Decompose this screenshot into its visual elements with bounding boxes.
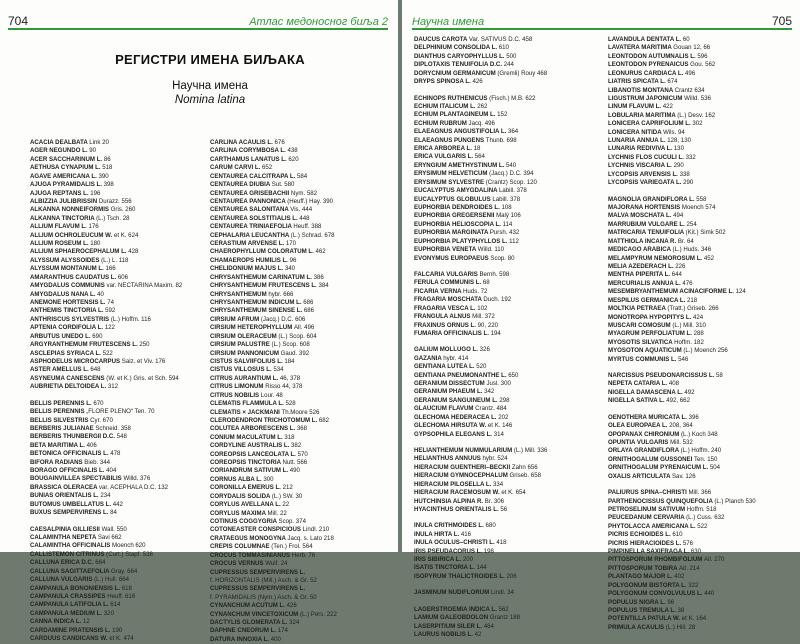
index-entry: ELAEAGNUS PUNGENS Thunb. 698 [414, 136, 517, 144]
index-entry: MARRUBIUM VULGARE L. 254 [608, 220, 697, 228]
index-entry: PARTHENOCISSUS QUINQUEFOLIA (L.) Planch 530 [608, 497, 756, 505]
index-entry: AETHUSA CYNAPIUM L. 518 [30, 164, 113, 172]
index-column-3 [414, 36, 604, 639]
index-entry: CAMPANULA MEDIUM L. 320 [30, 609, 114, 617]
index-entry: PALIURUS SPINA–CHRISTI Mill. 366 [608, 489, 712, 497]
index-entry: BRASSICA OLERACEA var. ACEPHALA D.C. 132 [30, 483, 169, 491]
index-entry: CENTAUREA TRINIAEFOLIA Heuff. 388 [210, 223, 322, 231]
index-entry: LIATRIS SPICATA L. 674 [608, 78, 678, 86]
index-entry: GYPSOPHILA ELEGANS L. 314 [414, 430, 504, 438]
index-entry: IRIS SIBIRICA L. 200 [414, 556, 474, 564]
index-entry: HUTCHINSIA ALPINA R. Br. 306 [414, 497, 505, 505]
index-entry: ALKANNA TINCTORIA (L.) Tsch. 28 [30, 214, 130, 222]
index-entry: CARLINA CORYMBOSA L. 438 [210, 147, 298, 155]
index-entry: ALYSSUM MONTANUM L. 166 [30, 265, 116, 273]
left-page-header [8, 8, 388, 30]
index-entry: AMYGDALUS COMMUNIS var. NECTARINA Maxim. 82 [30, 282, 183, 290]
index-entry: ERYSIMUM HELVETICUM (Jacq.) D.C. 394 [414, 170, 534, 178]
index-entry: GAZANIA hybr. 414 [414, 354, 469, 362]
index-entry: EUPHORBIA DENDROIDES L. 108 [414, 204, 512, 212]
index-entry: ALLIUM ROSEUM L. 180 [30, 240, 101, 248]
index-entry: ELAEAGNUS ANGUSTIFOLIA L. 364 [414, 128, 519, 136]
index-entry: GERANIUM DISSECTUM Jusl. 300 [414, 380, 511, 388]
index-entry: EUPHORBIA GREGERSENII Malý 106 [414, 212, 521, 220]
index-entry: LONICERA NITIDA Wils. 94 [608, 128, 685, 136]
index-entry: CORYDALIS SOLIDA (L.) SW. 30 [210, 492, 303, 500]
index-entry: MYAGRUM PERFOLIATUM L. 288 [608, 330, 704, 338]
index-entry: ALYSSUM ALYSSOIDES (L.) L. 118 [30, 256, 129, 264]
index-entry: OENOTHERA MURICATA L. 396 [608, 413, 699, 421]
index-entry: DAPHNE CNEORUM L. 174 [210, 627, 288, 635]
index-entry: ISOPYRUM THALICTROIDES L. 206 [414, 572, 517, 580]
group-spacer [30, 392, 220, 400]
index-entry: COTINUS COGGYGRIA Scop. 374 [210, 517, 306, 525]
index-entry: LEONTODON AUTUMNALIS L. 596 [608, 52, 708, 60]
index-entry: CHAEROPHYLLUM COLORATUM L. 462 [210, 248, 326, 256]
index-entry: ASCLEPIAS SYRIACA L. 522 [30, 349, 113, 357]
index-entry: OPOPANAX CHIRONIUM (L.) Koch 348 [608, 430, 718, 438]
left-page [0, 0, 398, 643]
index-entry: HYACINTHUS ORIENTALIS L. 56 [414, 505, 508, 513]
index-entry: ISATIS TINCTORIA L. 144 [414, 564, 487, 572]
register-title: РЕГИСТРИ ИМЕНА БИЉАКА [115, 52, 305, 67]
index-entry: CONIUM MACULATUM L. 318 [210, 433, 295, 441]
index-entry: CALLUNA ERICA D.C. 664 [30, 559, 106, 567]
index-entry: ALLIUM FLAVUM L. 176 [30, 223, 99, 231]
right-running-title: Научна имена [412, 16, 485, 28]
index-entry: BERBERIS THUNBERGII D.C. 548 [30, 433, 127, 441]
index-entry: CLEMATIS × JACKMANI Th.Moore 526 [210, 408, 320, 416]
index-entry: CORDYLINE AUSTRALIS L. 382 [210, 442, 302, 450]
index-entry: CLEMATIS FLAMMULA L. 528 [210, 400, 296, 408]
index-entry: ORLAYA GRANDIFLORA (L.) Hoffm. 240 [608, 447, 722, 455]
index-entry: CORYLUS AVELLANA L. 22 [210, 501, 290, 509]
index-entry: JASMINUM NUDIFLORUM Lindl. 34 [414, 589, 514, 597]
index-entry: BIFORA RADIANS Bieb. 344 [30, 458, 111, 466]
index-entry: LYCOPSIS ARVENSIS L. 338 [608, 170, 690, 178]
index-entry: HELIANTHEMUM NUMMULARIUM (L.) Mill. 336 [414, 446, 548, 454]
index-entry: CROCUS TOMMASINIANUS Herb. 76 [210, 551, 316, 559]
index-entry: ALLIUM SPHAEROCEPHALUM L. 428 [30, 248, 139, 256]
index-entry: LAURUS NOBILIS L. 42 [414, 631, 482, 638]
index-entry: MUSCARI COMOSUM (L.) Mill. 310 [608, 321, 706, 329]
index-entry: ERICA VULGARIS L. 564 [414, 153, 485, 161]
index-entry: APTENIA CORDIFOLIA L. 122 [30, 324, 115, 332]
index-entry: LYCHNIS VISCARIA L. 290 [608, 162, 684, 170]
index-entry: CIRSIUM AFRUM (Jacq.) D.C. 606 [210, 315, 306, 323]
index-entry: CERASTIUM ARVENSE L. 170 [210, 240, 297, 248]
index-entry: CITRUS AURANTIUM L. 46, 378 [210, 374, 301, 382]
index-entry: CITRUS LIMONUM Risso 44, 378 [210, 383, 303, 391]
group-spacer [414, 338, 604, 346]
index-entry: ORNITHOGALUM GUSSONEI Ten. 150 [608, 455, 718, 463]
index-entry: CAMPANULA CRASSIPES Heuff. 616 [30, 592, 136, 600]
index-column-4 [608, 36, 798, 632]
index-entry: CAESALPINIA GILLIESII Wall. 550 [30, 525, 127, 533]
index-entry: DELPHINIUM CONSOLIDA L. 610 [414, 44, 509, 52]
index-entry: NIGELLA DAMASCENA L. 492 [608, 388, 695, 396]
index-entry: ERYNGIUM AMETHYSTINUM L. 540 [414, 161, 517, 169]
index-entry: MYOSOTON AQUATICUM (L.) Moench 256 [608, 347, 728, 355]
index-entry: FRAGARIA MOSCHATA Duch. 192 [414, 296, 512, 304]
group-spacer [414, 514, 604, 522]
index-entry: BELLIS PERENNIS „FLORE PLENO“ Ten. 70 [30, 408, 155, 416]
index-entry: LINUM FLAVUM L. 422 [608, 103, 673, 111]
index-entry: CYNANCHUM VINCETOXICUM (L.) Pers. 222 [210, 610, 337, 618]
index-entry: CENTAUREA DIUBIA Sut. 580 [210, 181, 295, 189]
index-entry: BETA MARITIMA L. 406 [30, 441, 97, 449]
index-entry: MONOTROPA HYPOPITYS L. 424 [608, 313, 704, 321]
index-entry: CALAMINTHA OFFICINALIS Moench 620 [30, 542, 146, 550]
left-page-number: 704 [8, 14, 29, 28]
index-entry: ANTHRISCUS SYLVESTRIS (L.) Hoffm. 116 [30, 315, 151, 323]
index-entry: CUPRESSUS SEMPERVIRENS L. [210, 568, 306, 576]
index-entry: MAGNOLIA GRANDIFLORA L. 558 [608, 195, 707, 203]
index-entry: ECHIUM PLANTAGINEUM L. 152 [414, 111, 508, 119]
index-entry: CIRSIUM OLERACEUM (L.) Scop. 604 [210, 332, 317, 340]
index-entry: ERYSIMUM SYLVESTRE (Crantz) Scop. 120 [414, 178, 537, 186]
index-entry: ARGYRANTHEMUM FRUTESCENS L. 250 [30, 341, 150, 349]
index-entry: POPULUS NIGRA L. 96 [608, 598, 675, 606]
index-entry: CARDUUS CANDICANS W. et K. 474 [30, 635, 134, 643]
index-entry: MATTHIOLA INCANA R. Br. 64 [608, 237, 694, 245]
index-entry: CENTAUREA PANNONICA (Heuff.) Hay. 390 [210, 197, 334, 205]
index-entry: NEPETA CATARIA L. 408 [608, 380, 679, 388]
index-entry: ASPHODELUS MICROCARPUS Salz. et Viv. 176 [30, 357, 166, 365]
group-spacer [608, 481, 798, 489]
index-entry: MYOSOTIS SILVATICA Hoffm. 182 [608, 338, 704, 346]
index-entry: PEUCEDANUM CERVARIA (L.) Cuss. 632 [608, 514, 725, 522]
right-page-number: 705 [771, 14, 792, 28]
index-entry: BERBERIS JULIANAE Schneid. 358 [30, 424, 131, 432]
index-entry: EUPHORBIA PLATYPHYLLOS L. 112 [414, 237, 519, 245]
index-entry: EVONYMUS EUROPAEUS Scop. 80 [414, 254, 515, 262]
register-subtitle-latin: Nomina latina [174, 94, 246, 106]
index-entry: ALKANNA NONNEIFORMIS Gris. 260 [30, 206, 136, 214]
index-entry: EUCALYPTUS GLOBULUS Labill. 378 [414, 195, 521, 203]
index-entry: LEONURUS CARDIACA L. 496 [608, 69, 696, 77]
group-spacer [608, 188, 798, 196]
index-entry: CEPHALARIA LEUCANTHA (L.) Schrad. 678 [210, 231, 335, 239]
index-entry: CIRSIUM PALUSTRE (L.) Scop. 608 [210, 341, 310, 349]
index-entry: PICRIS ECHIOIDES L. 610 [608, 531, 683, 539]
index-entry: MESPILUS GERMANICA L. 218 [608, 296, 698, 304]
index-entry: CALLISTEMON CITRINUS (Curt.) Stapf. 538 [30, 550, 153, 558]
index-entry: ERICA ARBOREA L. 18 [414, 145, 481, 153]
register-subtitle: Научна имена [172, 80, 248, 92]
index-entry: CORNUS ALBA L. 300 [210, 475, 274, 483]
index-entry: MAJORANA HORTENSIS Moench 574 [608, 204, 716, 212]
index-entry: DAUCUS CAROTA Var. SATIVUS D.C. 458 [414, 36, 533, 43]
index-entry: PETROSELINUM SATIVUM Hoffm. 518 [608, 505, 717, 513]
index-entry: BUTOMUS UMBELLATUS L. 442 [30, 500, 123, 508]
index-entry: MOLTKIA PETRAEA (Tratt.) Griseb. 266 [608, 305, 719, 313]
index-entry: GLECHOMA HIRSUTA W. et K. 146 [414, 422, 513, 430]
index-entry: HIERACIUM GUENTHERI–BECKII Zahn 656 [414, 463, 538, 471]
index-entry: EUPHORBIA MARGINATA Pursh. 432 [414, 229, 520, 237]
index-entry: CHRYSANTHEMUM FRUTESCENS L. 384 [210, 282, 329, 290]
index-entry: NIGELLA SATIVA L. 492, 662 [608, 397, 690, 405]
index-entry: DIANTHUS CARYOPHYLLUS L. 500 [414, 52, 517, 60]
index-entry: CAMPANULA BONONIENSIS L. 618 [30, 584, 132, 592]
index-entry: CLERODENDRON TRICHOTOMUM L. 682 [210, 416, 330, 424]
index-entry: POTENTILLA PATULA W. et K. 164 [608, 615, 707, 623]
index-entry: CALLUNA SAGITTAEFOLIA Gray. 664 [30, 567, 138, 575]
index-entry: ASYNEUMA CANESCENS (W. et K.) Gris. et Sch. 594 [30, 374, 179, 382]
index-entry: ECHIUM ITALICUM L. 262 [414, 102, 488, 110]
index-entry: CISTUS SALVIIFOLIUS L. 184 [210, 357, 295, 365]
index-entry: GLAUCIUM FLAVUM Crantz. 484 [414, 405, 507, 413]
index-entry: CANNA INDICA L. 12 [30, 618, 90, 626]
index-entry: MERCURIALIS ANNUA L. 476 [608, 279, 693, 287]
index-entry: CRATAEGUS MONOGYNA Jacq. s. Lato 218 [210, 534, 334, 542]
index-entry: PRIMULA ACAULIS (L.) Hill. 28 [608, 623, 696, 631]
index-entry: MENTHA PIPERITA L. 644 [608, 271, 682, 279]
index-entry: FALCARIA VULGARIS Bernh. 598 [414, 270, 510, 278]
index-entry: CROCUS VERNUS Wulf. 24 [210, 560, 288, 568]
index-entry: MEDICAGO ARABICA (L.) Huds. 346 [608, 246, 712, 254]
index-entry: ORNITHOGALUM PYRENAICUM L. 504 [608, 464, 721, 472]
index-entry: CARLINA ACAULIS L. 676 [210, 139, 285, 146]
index-entry: CUPRESSUS SEMPERVIRENS L. [210, 585, 306, 593]
index-entry: CHRYSANTHEMUM CARINATUM L. 386 [210, 273, 324, 281]
index-entry: CHAMAEROPS HUMILIS L. 96 [210, 256, 297, 264]
index-entry: BUNIAS ORIENTALIS L. 234 [30, 492, 111, 500]
index-entry: ASTER AMELLUS L. 648 [30, 366, 101, 374]
index-entry: DATURA INNOXIA L. 400 [210, 635, 281, 643]
index-entry: PITTOSPORUM TOBIRA Ait. 214 [608, 564, 700, 572]
index-entry: CARTHAMUS LANATUS L. 620 [210, 155, 299, 163]
index-entry: LIBANOTIS MONTANA Crantz 634 [608, 86, 705, 94]
index-entry: NARCISSUS PSEUDONARCISSUS L. 58 [608, 372, 723, 380]
index-entry: FRAGARIA VESCA L. 102 [414, 304, 488, 312]
index-entry: DACTYLIS GLOMERATA L. 324 [210, 619, 300, 627]
group-spacer [30, 518, 220, 526]
index-entry: MELAMPYRUM NEMOROSUM L. 452 [608, 254, 714, 262]
index-entry: GENTIANA LUTEA L. 520 [414, 363, 487, 371]
index-entry: DIPLOTAXIS TENUIFOLIA D.C. 244 [414, 61, 514, 69]
index-entry: MELIA AZEDERACH L. 226 [608, 262, 686, 270]
index-entry: IRIS PSEUDACORUS L. 198 [414, 547, 494, 555]
index-entry: MESEMBRYANTHEMUM ACINACIFORME L. 124 [608, 288, 746, 296]
group-spacer [414, 439, 604, 447]
index-entry: AGAVE AMERICANA L. 390 [30, 172, 109, 180]
index-entry: HIERACIUM RACEMOSUM W. et K. 654 [414, 489, 526, 497]
index-entry: LAGERSTROEMIA INDICA L. 562 [414, 605, 509, 613]
index-entry: CARUM CARVI L. 652 [210, 164, 273, 172]
index-entry: MALVA MOSCHATA L. 494 [608, 212, 684, 220]
index-entry: MYRTUS COMMUNIS L. 546 [608, 355, 689, 363]
index-entry: CHRYSANTHEMUM hybr. 666 [210, 290, 294, 298]
index-entry: AMYGDALUS NANA L. 40 [30, 290, 104, 298]
index-entry: CHRYSANTHEMUM INDICUM L. 686 [210, 299, 314, 307]
index-entry: CORONILLA EMERUS L. 212 [210, 484, 293, 492]
index-entry: CREPIS COLUMNAE (Ten.) Frol. 564 [210, 543, 313, 551]
index-entry: f. HORIZONTALIS (Mill.) Asch. & Gr. 52 [210, 576, 317, 584]
index-entry: INULA HIRTA L. 416 [414, 530, 471, 538]
index-entry: PHYTOLACCA AMERICANA L. 522 [608, 522, 708, 530]
index-entry: POLYGONUM CONVOLVULUS L. 440 [608, 590, 715, 598]
index-entry: LIGUSTRUM JAPONICUM Willd. 536 [608, 94, 711, 102]
index-entry: CENTAUREA SALONITANA Vis. 444 [210, 206, 313, 214]
index-entry: ACER SACCHARINUM L. 86 [30, 155, 111, 163]
index-entry: PICRIS HIERACIOIDES L. 576 [608, 539, 693, 547]
index-entry: OLEA EUROPAEA L. 208, 364 [608, 422, 693, 430]
index-entry: LAVANDULA DENTATA L. 60 [608, 36, 690, 43]
index-entry: CAMPANULA LATIFOLIA L. 614 [30, 601, 121, 609]
index-entry: CITRUS NOBILIS Lour. 48 [210, 391, 283, 399]
index-entry: GERANIUM SANGUINEUM L. 298 [414, 396, 510, 404]
index-entry: AUBRIETIA DELTOIDEA L. 312 [30, 383, 119, 391]
index-entry: POLYGONUM BISTORTA L. 322 [608, 581, 699, 589]
index-entry: PLANTAGO MAJOR L. 402 [608, 573, 685, 581]
index-entry: CYNANCHUM ACUTUM L. 426 [210, 602, 297, 610]
index-entry: AGER NEGUNDO L. 90 [30, 147, 97, 155]
index-entry: LUNARIA REDIVIVA L. 130 [608, 145, 684, 153]
index-entry: OXALIS ARTICULATA Sav. 126 [608, 472, 696, 480]
index-entry: LONICERA CAPRIFOLIUM L. 302 [608, 120, 703, 128]
index-entry: CALAMINTHA NEPETA Savi 662 [30, 533, 122, 541]
index-entry: DRYPS SPINOSA L. 426 [414, 78, 483, 86]
index-entry: CIRSIUM PANNONICUM Gaud. 392 [210, 349, 310, 357]
index-entry: CENTAUREA GRISEBACHII Nym. 582 [210, 189, 317, 197]
index-entry: EUCALYPTUS AMYGDALINA Labill. 378 [414, 187, 527, 195]
index-entry: LAVATERA MARITIMA Gouan 12, 66 [608, 44, 711, 52]
index-entry: CENTAUREA SOLSTITIALIS L. 448 [210, 214, 310, 222]
index-entry: COREOPSIS TINCTORIA Nutt. 566 [210, 459, 308, 467]
index-entry: BETONICA OFFICINALIS L. 478 [30, 450, 121, 458]
group-spacer [608, 364, 798, 372]
index-entry: BORAGO OFFICINALIS L. 404 [30, 467, 117, 475]
index-entry: CISTUS VILLOSUS L. 534 [210, 366, 284, 374]
left-running-title: Атлас медоносног биља 2 [249, 16, 388, 28]
index-entry: CHRYSANTHEMUM SINENSE L. 686 [210, 307, 315, 315]
right-page-header [412, 8, 792, 30]
index-entry: CORYLUS MAXIMA Mill. 22 [210, 509, 287, 517]
group-spacer [414, 263, 604, 271]
index-entry: HIERACIUM PILOSELLA L. 334 [414, 480, 504, 488]
index-entry: CHELIDONIUM MAJUS L. 340 [210, 265, 295, 273]
index-entry: ANTHEMIS TINCTORIA L. 592 [30, 307, 116, 315]
index-entry: FICARIA VERNA Huds. 72 [414, 287, 488, 295]
index-entry: BUXUS SEMPERVIRENS L. 84 [30, 509, 117, 517]
index-entry: ANEMONE HORTENSIS L. 74 [30, 299, 114, 307]
index-entry: LASERPITIUM SILER L. 464 [414, 622, 494, 630]
index-entry: GLECHOMA HEDERACEA L. 202 [414, 413, 509, 421]
index-column-2 [210, 139, 400, 644]
index-entry: CIRSIUM HETEROPHYLLUM All. 496 [210, 324, 315, 332]
index-entry: FUMARIA OFFICINALIS L. 194 [414, 329, 501, 337]
index-entry: AJUGA PYRAMIDALIS L. 398 [30, 181, 114, 189]
index-entry: CALLUNA VULGARIS (L.) Hull. 664 [30, 576, 129, 584]
group-spacer [608, 406, 798, 414]
index-entry: CORIANDRUM SATIVUM L. 490 [210, 467, 300, 475]
index-column-1 [30, 139, 220, 643]
index-entry: LOBULARIA MARITIMA (L.) Desv. 162 [608, 111, 716, 119]
index-entry: COLUTEA ARBORESCENS L. 368 [210, 425, 308, 433]
index-entry: ARBUTUS UNEDO L. 690 [30, 332, 103, 340]
index-entry: PIMPINELLA SAXIFRAGA L. 630 [608, 548, 702, 556]
index-entry: BOUGAINVILLEA SPECTABILIS Willd. 376 [30, 475, 151, 483]
index-entry: HELIANTHUS ANNUUS hybr. 524 [414, 455, 508, 463]
index-entry: ECHINOPS RUTHENICUS (Fisch.) M.B. 622 [414, 94, 536, 102]
index-entry: AJUGA REPTANS L. 196 [30, 189, 101, 197]
group-spacer [414, 581, 604, 589]
index-entry: ALLIUM OCHROLEUCUM W. et K. 624 [30, 231, 139, 239]
index-entry: ECHIUM RUBRUM Jacq. 496 [414, 119, 495, 127]
index-entry: ACACIA DEALBATA Link 20 [30, 139, 109, 146]
index-entry: LUNARIA ANNUA L. 128, 130 [608, 137, 691, 145]
index-entry: MATRICARIA TENUIFOLIA (Kit.) Simk 502 [608, 229, 726, 237]
index-entry: f. PYRAMIDALIS (Nym.) Asch. & Gr. 50 [210, 593, 317, 601]
index-entry: LEONTODON PYRENAICUS Gou. 562 [608, 61, 716, 69]
index-entry: FRANGULA ALNUS Mill. 372 [414, 313, 495, 321]
group-spacer [414, 87, 604, 95]
index-entry: GENTIANA PNEUMONANTHE L. 650 [414, 371, 519, 379]
index-entry: COREOPSIS LANCEOLATA L. 570 [210, 450, 308, 458]
index-entry: BELLIS SILVESTRIS Cyr. 670 [30, 416, 113, 424]
index-entry: FRAXINUS ORNUS L. 90, 220 [414, 321, 498, 329]
index-entry: COTONEASTER CONSPICIOUS Lindl. 210 [210, 526, 330, 534]
index-entry: GERANIUM PHAEUM L. 342 [414, 388, 495, 396]
index-entry: BELLIS PERENNIS L. 670 [30, 399, 104, 407]
index-entry: EUPHORBIA VENETA Willd. 110 [414, 246, 505, 254]
index-entry: LAMIUM GALEOBDOLON Grantz 188 [414, 614, 520, 622]
group-spacer [414, 598, 604, 606]
index-entry: CARDAMINE PRATENSIS L. 190 [30, 626, 123, 634]
index-entry: EUPHORBIA HELIOSCOPIA L. 114 [414, 220, 513, 228]
index-entry: PITTOSPORUM RHOMBIFOLIUM All. 270 [608, 556, 725, 564]
index-entry: LYCOPSIS VARIEGATA L. 290 [608, 179, 694, 187]
index-entry: FERULA COMMUNIS L. 68 [414, 279, 490, 287]
index-entry: POPULUS TREMULA L. 38 [608, 607, 685, 614]
index-entry: OPUNTIA VULGARIS Mill. 532 [608, 438, 693, 446]
index-entry: AMARANTHUS CAUDATUS L. 606 [30, 273, 129, 281]
index-entry: DORYCNIUM GERMANICUM (Gremli) Rouy 468 [414, 69, 548, 77]
index-entry: HIERACIUM GYMNOCEPHALUM Griseb. 658 [414, 472, 541, 480]
index-entry: INULA CRITHMOIDES L. 680 [414, 522, 496, 530]
index-entry: INULA OCULUS–CHRISTI L. 418 [414, 539, 507, 547]
index-entry: LYCHNIS FLOS CUCULI L. 332 [608, 153, 696, 161]
index-entry: GALIUM MOLLUGO L. 326 [414, 346, 490, 354]
index-entry: ALBIZZIA JULIBRISSIN Durazz. 556 [30, 197, 132, 205]
right-page [402, 0, 800, 638]
index-entry: CENTAUREA CALCITRAPA L. 584 [210, 172, 308, 180]
